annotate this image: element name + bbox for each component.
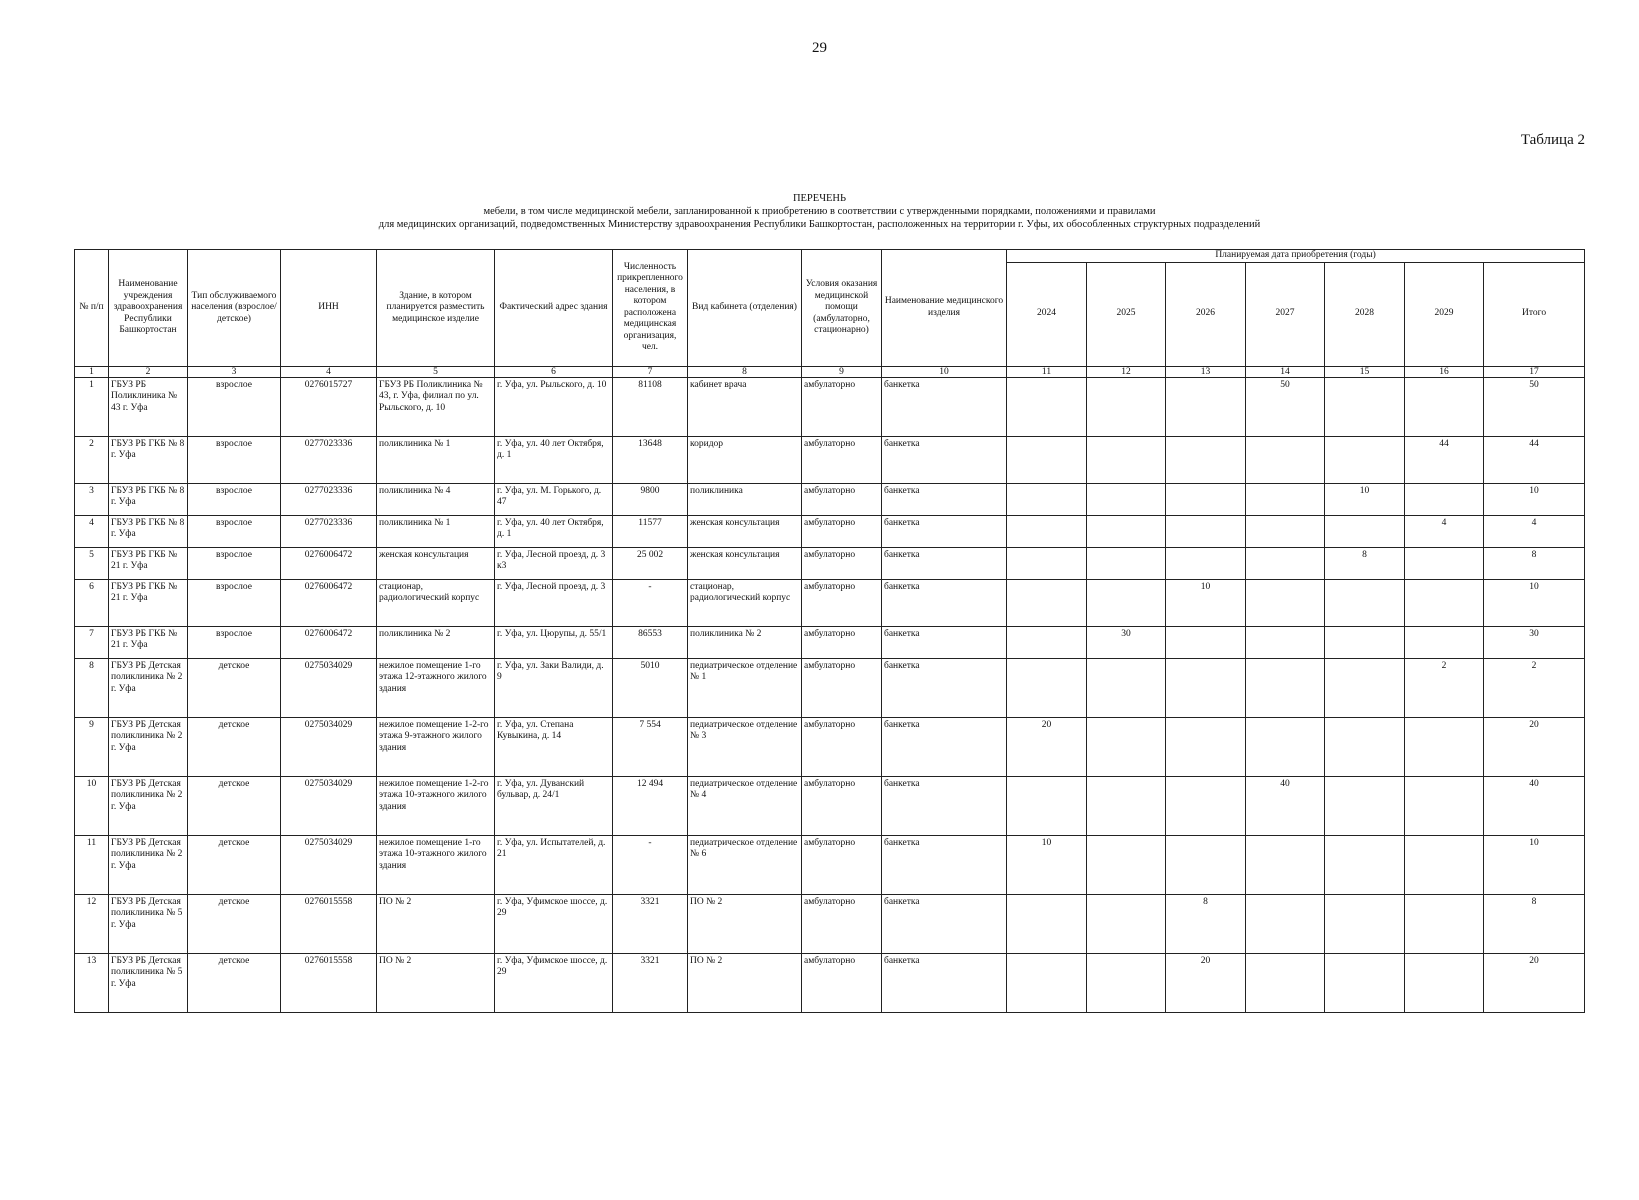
inn-cell: 0275034029 bbox=[281, 776, 377, 835]
population-type-cell: детское bbox=[188, 776, 281, 835]
year-2027-cell bbox=[1246, 547, 1325, 579]
year-2028-cell bbox=[1325, 436, 1405, 483]
year-2029-cell bbox=[1405, 483, 1484, 515]
address-cell: г. Уфа, ул. Заки Валиди, д. 9 bbox=[495, 658, 613, 717]
year-2026-cell bbox=[1166, 776, 1246, 835]
header-population-type: Тип обслуживаемого населения (взрослое/детское) bbox=[188, 250, 281, 367]
device-cell: банкетка bbox=[882, 835, 1007, 894]
year-2024-cell: 10 bbox=[1007, 835, 1087, 894]
conditions-cell: амбулаторно bbox=[802, 776, 882, 835]
year-2029-cell: 2 bbox=[1405, 658, 1484, 717]
column-number: 12 bbox=[1087, 366, 1166, 377]
year-2026-cell: 8 bbox=[1166, 894, 1246, 953]
header-total: Итого bbox=[1484, 262, 1585, 366]
total-cell: 40 bbox=[1484, 776, 1585, 835]
year-2024-cell bbox=[1007, 436, 1087, 483]
year-2029-cell bbox=[1405, 776, 1484, 835]
conditions-cell: амбулаторно bbox=[802, 515, 882, 547]
column-number: 7 bbox=[613, 366, 688, 377]
year-2026-cell bbox=[1166, 436, 1246, 483]
device-cell: банкетка bbox=[882, 436, 1007, 483]
row-number: 12 bbox=[75, 894, 109, 953]
year-2029-cell bbox=[1405, 579, 1484, 626]
year-2025-cell bbox=[1087, 436, 1166, 483]
population-type-cell: взрослое bbox=[188, 626, 281, 658]
total-cell: 10 bbox=[1484, 579, 1585, 626]
address-cell: г. Уфа, Лесной проезд, д. 3 к3 bbox=[495, 547, 613, 579]
year-2026-cell bbox=[1166, 626, 1246, 658]
header-year-2027: 2027 bbox=[1246, 262, 1325, 366]
conditions-cell: амбулаторно bbox=[802, 436, 882, 483]
year-2025-cell bbox=[1087, 953, 1166, 1012]
address-cell: г. Уфа, ул. Дуванский бульвар, д. 24/1 bbox=[495, 776, 613, 835]
year-2029-cell bbox=[1405, 953, 1484, 1012]
year-2024-cell bbox=[1007, 515, 1087, 547]
address-cell: г. Уфа, ул. Испытателей, д. 21 bbox=[495, 835, 613, 894]
row-number: 10 bbox=[75, 776, 109, 835]
document-title bbox=[0, 192, 1639, 231]
inn-cell: 0277023336 bbox=[281, 483, 377, 515]
building-cell: ПО № 2 bbox=[377, 894, 495, 953]
row-number: 9 bbox=[75, 717, 109, 776]
year-2024-cell bbox=[1007, 377, 1087, 436]
year-2028-cell bbox=[1325, 377, 1405, 436]
inn-cell: 0277023336 bbox=[281, 515, 377, 547]
conditions-cell: амбулаторно bbox=[802, 579, 882, 626]
population-type-cell: детское bbox=[188, 894, 281, 953]
device-cell: банкетка bbox=[882, 547, 1007, 579]
cabinet-cell: педиатрическое отделение № 1 bbox=[688, 658, 802, 717]
table-row bbox=[75, 547, 1585, 579]
total-cell: 20 bbox=[1484, 717, 1585, 776]
title-heading: ПЕРЕЧЕНЬ bbox=[792, 193, 847, 204]
header-year-2024: 2024 bbox=[1007, 262, 1087, 366]
institution-cell: ГБУЗ РБ Детская поликлиника № 5 г. Уфа bbox=[109, 953, 188, 1012]
column-number: 14 bbox=[1246, 366, 1325, 377]
year-2029-cell: 44 bbox=[1405, 436, 1484, 483]
year-2025-cell bbox=[1087, 658, 1166, 717]
attached-population-cell: 11577 bbox=[613, 515, 688, 547]
column-numbers-row bbox=[75, 366, 1585, 377]
device-cell: банкетка bbox=[882, 377, 1007, 436]
address-cell: г. Уфа, Лесной проезд, д. 3 bbox=[495, 579, 613, 626]
year-2025-cell bbox=[1087, 717, 1166, 776]
header-conditions: Условия оказания медицинской помощи (амбулаторно, стационарно) bbox=[802, 250, 882, 367]
device-cell: банкетка bbox=[882, 658, 1007, 717]
device-cell: банкетка bbox=[882, 953, 1007, 1012]
population-type-cell: взрослое bbox=[188, 436, 281, 483]
table-row bbox=[75, 436, 1585, 483]
year-2026-cell bbox=[1166, 515, 1246, 547]
total-cell: 10 bbox=[1484, 483, 1585, 515]
cabinet-cell: поликлиника bbox=[688, 483, 802, 515]
column-number: 10 bbox=[882, 366, 1007, 377]
cabinet-cell: педиатрическое отделение № 3 bbox=[688, 717, 802, 776]
table-row bbox=[75, 626, 1585, 658]
cabinet-cell: педиатрическое отделение № 6 bbox=[688, 835, 802, 894]
conditions-cell: амбулаторно bbox=[802, 658, 882, 717]
total-cell: 8 bbox=[1484, 547, 1585, 579]
table-row bbox=[75, 776, 1585, 835]
conditions-cell: амбулаторно bbox=[802, 377, 882, 436]
year-2025-cell bbox=[1087, 579, 1166, 626]
year-2028-cell bbox=[1325, 658, 1405, 717]
year-2025-cell bbox=[1087, 483, 1166, 515]
header-address: Фактический адрес здания bbox=[495, 250, 613, 367]
device-cell: банкетка bbox=[882, 626, 1007, 658]
population-type-cell: детское bbox=[188, 953, 281, 1012]
header-cabinet: Вид кабинета (отделения) bbox=[688, 250, 802, 367]
device-cell: банкетка bbox=[882, 894, 1007, 953]
device-cell: банкетка bbox=[882, 776, 1007, 835]
year-2025-cell bbox=[1087, 377, 1166, 436]
header-building: Здание, в котором планируется разместить медицинское изделие bbox=[377, 250, 495, 367]
institution-cell: ГБУЗ РБ Поликлиника № 43 г. Уфа bbox=[109, 377, 188, 436]
header-attached-population: Численность прикрепленного населения, в котором расположена медицинская организация, чел. bbox=[613, 250, 688, 367]
header-institution: Наименование учреждения здравоохранения Республики Башкортостан bbox=[109, 250, 188, 367]
conditions-cell: амбулаторно bbox=[802, 953, 882, 1012]
year-2027-cell bbox=[1246, 483, 1325, 515]
institution-cell: ГБУЗ РБ Детская поликлиника № 2 г. Уфа bbox=[109, 835, 188, 894]
building-cell: поликлиника № 4 bbox=[377, 483, 495, 515]
address-cell: г. Уфа, ул. М. Горького, д. 47 bbox=[495, 483, 613, 515]
column-number: 8 bbox=[688, 366, 802, 377]
inn-cell: 0276015558 bbox=[281, 894, 377, 953]
column-number: 3 bbox=[188, 366, 281, 377]
building-cell: женская консультация bbox=[377, 547, 495, 579]
inn-cell: 0276006472 bbox=[281, 579, 377, 626]
table-label: Таблица 2 bbox=[1520, 132, 1585, 148]
column-number: 9 bbox=[802, 366, 882, 377]
year-2024-cell bbox=[1007, 483, 1087, 515]
year-2029-cell bbox=[1405, 894, 1484, 953]
year-2028-cell bbox=[1325, 626, 1405, 658]
total-cell: 20 bbox=[1484, 953, 1585, 1012]
cabinet-cell: кабинет врача bbox=[688, 377, 802, 436]
table-row bbox=[75, 894, 1585, 953]
cabinet-cell: стационар, радиологический корпус bbox=[688, 579, 802, 626]
institution-cell: ГБУЗ РБ ГКБ № 8 г. Уфа bbox=[109, 483, 188, 515]
year-2024-cell bbox=[1007, 626, 1087, 658]
year-2027-cell bbox=[1246, 579, 1325, 626]
total-cell: 44 bbox=[1484, 436, 1585, 483]
table-row bbox=[75, 377, 1585, 436]
table-row bbox=[75, 717, 1585, 776]
address-cell: г. Уфа, ул. Рыльского, д. 10 bbox=[495, 377, 613, 436]
population-type-cell: взрослое bbox=[188, 483, 281, 515]
year-2029-cell bbox=[1405, 835, 1484, 894]
population-type-cell: взрослое bbox=[188, 579, 281, 626]
attached-population-cell: 3321 bbox=[613, 953, 688, 1012]
institution-cell: ГБУЗ РБ ГКБ № 21 г. Уфа bbox=[109, 626, 188, 658]
page-number: 29 bbox=[812, 40, 827, 56]
table-row bbox=[75, 515, 1585, 547]
year-2028-cell bbox=[1325, 835, 1405, 894]
total-cell: 2 bbox=[1484, 658, 1585, 717]
total-cell: 30 bbox=[1484, 626, 1585, 658]
address-cell: г. Уфа, ул. 40 лет Октября, д. 1 bbox=[495, 515, 613, 547]
device-cell: банкетка bbox=[882, 483, 1007, 515]
attached-population-cell: - bbox=[613, 579, 688, 626]
year-2027-cell bbox=[1246, 953, 1325, 1012]
inn-cell: 0277023336 bbox=[281, 436, 377, 483]
year-2027-cell bbox=[1246, 717, 1325, 776]
building-cell: нежилое помещение 1-го этажа 10-этажного жилого здания bbox=[377, 835, 495, 894]
institution-cell: ГБУЗ РБ ГКБ № 21 г. Уфа bbox=[109, 547, 188, 579]
population-type-cell: детское bbox=[188, 717, 281, 776]
inn-cell: 0276006472 bbox=[281, 626, 377, 658]
attached-population-cell: 7 554 bbox=[613, 717, 688, 776]
year-2027-cell bbox=[1246, 626, 1325, 658]
year-2027-cell bbox=[1246, 515, 1325, 547]
year-2026-cell bbox=[1166, 835, 1246, 894]
institution-cell: ГБУЗ РБ Детская поликлиника № 5 г. Уфа bbox=[109, 894, 188, 953]
building-cell: поликлиника № 2 bbox=[377, 626, 495, 658]
year-2024-cell bbox=[1007, 953, 1087, 1012]
year-2024-cell bbox=[1007, 658, 1087, 717]
year-2024-cell bbox=[1007, 776, 1087, 835]
building-cell: нежилое помещение 1-го этажа 12-этажного жилого здания bbox=[377, 658, 495, 717]
institution-cell: ГБУЗ РБ Детская поликлиника № 2 г. Уфа bbox=[109, 717, 188, 776]
row-number: 7 bbox=[75, 626, 109, 658]
total-cell: 8 bbox=[1484, 894, 1585, 953]
column-number: 4 bbox=[281, 366, 377, 377]
population-type-cell: детское bbox=[188, 835, 281, 894]
year-2028-cell bbox=[1325, 776, 1405, 835]
table-row bbox=[75, 483, 1585, 515]
column-number: 2 bbox=[109, 366, 188, 377]
building-cell: поликлиника № 1 bbox=[377, 515, 495, 547]
title-line-2: для медицинских организаций, подведомственных Министерству здравоохранения Республики Башкортостан, расположенных на территории г. Уфы, их обособленных структурных подразделений bbox=[378, 219, 1261, 230]
building-cell: ПО № 2 bbox=[377, 953, 495, 1012]
row-number: 8 bbox=[75, 658, 109, 717]
table-row bbox=[75, 953, 1585, 1012]
year-2028-cell bbox=[1325, 515, 1405, 547]
column-number: 6 bbox=[495, 366, 613, 377]
attached-population-cell: 5010 bbox=[613, 658, 688, 717]
year-2025-cell bbox=[1087, 894, 1166, 953]
total-cell: 10 bbox=[1484, 835, 1585, 894]
header-num: № п/п bbox=[75, 250, 109, 367]
inn-cell: 0276015558 bbox=[281, 953, 377, 1012]
year-2028-cell bbox=[1325, 953, 1405, 1012]
year-2026-cell: 20 bbox=[1166, 953, 1246, 1012]
device-cell: банкетка bbox=[882, 579, 1007, 626]
conditions-cell: амбулаторно bbox=[802, 547, 882, 579]
year-2025-cell: 30 bbox=[1087, 626, 1166, 658]
cabinet-cell: коридор bbox=[688, 436, 802, 483]
year-2027-cell bbox=[1246, 436, 1325, 483]
institution-cell: ГБУЗ РБ Детская поликлиника № 2 г. Уфа bbox=[109, 776, 188, 835]
cabinet-cell: ПО № 2 bbox=[688, 953, 802, 1012]
column-number: 13 bbox=[1166, 366, 1246, 377]
total-cell: 50 bbox=[1484, 377, 1585, 436]
year-2028-cell bbox=[1325, 717, 1405, 776]
year-2025-cell bbox=[1087, 547, 1166, 579]
table-row bbox=[75, 835, 1585, 894]
building-cell: поликлиника № 1 bbox=[377, 436, 495, 483]
column-number: 5 bbox=[377, 366, 495, 377]
column-number: 1 bbox=[75, 366, 109, 377]
conditions-cell: амбулаторно bbox=[802, 894, 882, 953]
conditions-cell: амбулаторно bbox=[802, 835, 882, 894]
row-number: 13 bbox=[75, 953, 109, 1012]
year-2029-cell bbox=[1405, 547, 1484, 579]
header-planned: Планируемая дата приобретения (годы) bbox=[1007, 250, 1585, 263]
header-device: Наименование медицинского изделия bbox=[882, 250, 1007, 367]
row-number: 1 bbox=[75, 377, 109, 436]
year-2024-cell bbox=[1007, 547, 1087, 579]
year-2027-cell: 40 bbox=[1246, 776, 1325, 835]
year-2029-cell bbox=[1405, 717, 1484, 776]
year-2024-cell bbox=[1007, 894, 1087, 953]
year-2024-cell bbox=[1007, 579, 1087, 626]
column-number: 16 bbox=[1405, 366, 1484, 377]
year-2025-cell bbox=[1087, 515, 1166, 547]
population-type-cell: взрослое bbox=[188, 515, 281, 547]
row-number: 3 bbox=[75, 483, 109, 515]
year-2028-cell bbox=[1325, 894, 1405, 953]
header-year-2028: 2028 bbox=[1325, 262, 1405, 366]
inn-cell: 0275034029 bbox=[281, 835, 377, 894]
institution-cell: ГБУЗ РБ ГКБ № 21 г. Уфа bbox=[109, 579, 188, 626]
population-type-cell: взрослое bbox=[188, 377, 281, 436]
building-cell: стационар, радиологический корпус bbox=[377, 579, 495, 626]
year-2026-cell bbox=[1166, 717, 1246, 776]
institution-cell: ГБУЗ РБ ГКБ № 8 г. Уфа bbox=[109, 515, 188, 547]
year-2026-cell: 10 bbox=[1166, 579, 1246, 626]
year-2028-cell: 10 bbox=[1325, 483, 1405, 515]
device-cell: банкетка bbox=[882, 515, 1007, 547]
furniture-table bbox=[74, 249, 1585, 1013]
cabinet-cell: ПО № 2 bbox=[688, 894, 802, 953]
year-2029-cell bbox=[1405, 377, 1484, 436]
institution-cell: ГБУЗ РБ ГКБ № 8 г. Уфа bbox=[109, 436, 188, 483]
conditions-cell: амбулаторно bbox=[802, 483, 882, 515]
inn-cell: 0276006472 bbox=[281, 547, 377, 579]
inn-cell: 0275034029 bbox=[281, 717, 377, 776]
cabinet-cell: поликлиника № 2 bbox=[688, 626, 802, 658]
year-2026-cell bbox=[1166, 377, 1246, 436]
title-line-1: мебели, в том числе медицинской мебели, запланированной к приобретению в соответствии с утвержденными порядками, положениями и правилами bbox=[483, 206, 1156, 217]
conditions-cell: амбулаторно bbox=[802, 717, 882, 776]
year-2029-cell bbox=[1405, 626, 1484, 658]
building-cell: нежилое помещение 1-2-го этажа 10-этажного жилого здания bbox=[377, 776, 495, 835]
attached-population-cell: - bbox=[613, 835, 688, 894]
year-2027-cell: 50 bbox=[1246, 377, 1325, 436]
attached-population-cell: 12 494 bbox=[613, 776, 688, 835]
address-cell: г. Уфа, ул. Цюрупы, д. 55/1 bbox=[495, 626, 613, 658]
year-2028-cell: 8 bbox=[1325, 547, 1405, 579]
year-2026-cell bbox=[1166, 483, 1246, 515]
row-number: 6 bbox=[75, 579, 109, 626]
cabinet-cell: женская консультация bbox=[688, 547, 802, 579]
header-year-2029: 2029 bbox=[1405, 262, 1484, 366]
year-2027-cell bbox=[1246, 835, 1325, 894]
table-row bbox=[75, 579, 1585, 626]
address-cell: г. Уфа, ул. Степана Кувыкина, д. 14 bbox=[495, 717, 613, 776]
header-year-2026: 2026 bbox=[1166, 262, 1246, 366]
institution-cell: ГБУЗ РБ Детская поликлиника № 2 г. Уфа bbox=[109, 658, 188, 717]
attached-population-cell: 25 002 bbox=[613, 547, 688, 579]
table-body bbox=[75, 377, 1585, 1012]
header-inn: ИНН bbox=[281, 250, 377, 367]
building-cell: ГБУЗ РБ Поликлиника № 43, г. Уфа, филиал по ул. Рыльского, д. 10 bbox=[377, 377, 495, 436]
conditions-cell: амбулаторно bbox=[802, 626, 882, 658]
attached-population-cell: 81108 bbox=[613, 377, 688, 436]
population-type-cell: детское bbox=[188, 658, 281, 717]
year-2025-cell bbox=[1087, 776, 1166, 835]
row-number: 4 bbox=[75, 515, 109, 547]
attached-population-cell: 86553 bbox=[613, 626, 688, 658]
cabinet-cell: педиатрическое отделение № 4 bbox=[688, 776, 802, 835]
year-2029-cell: 4 bbox=[1405, 515, 1484, 547]
column-number: 17 bbox=[1484, 366, 1585, 377]
year-2026-cell bbox=[1166, 547, 1246, 579]
building-cell: нежилое помещение 1-2-го этажа 9-этажного жилого здания bbox=[377, 717, 495, 776]
year-2027-cell bbox=[1246, 894, 1325, 953]
attached-population-cell: 9800 bbox=[613, 483, 688, 515]
attached-population-cell: 13648 bbox=[613, 436, 688, 483]
row-number: 11 bbox=[75, 835, 109, 894]
year-2024-cell: 20 bbox=[1007, 717, 1087, 776]
year-2027-cell bbox=[1246, 658, 1325, 717]
year-2025-cell bbox=[1087, 835, 1166, 894]
table-row bbox=[75, 658, 1585, 717]
year-2026-cell bbox=[1166, 658, 1246, 717]
column-number: 15 bbox=[1325, 366, 1405, 377]
column-number: 11 bbox=[1007, 366, 1087, 377]
address-cell: г. Уфа, Уфимское шоссе, д. 29 bbox=[495, 894, 613, 953]
header-year-2025: 2025 bbox=[1087, 262, 1166, 366]
row-number: 2 bbox=[75, 436, 109, 483]
row-number: 5 bbox=[75, 547, 109, 579]
inn-cell: 0275034029 bbox=[281, 658, 377, 717]
cabinet-cell: женская консультация bbox=[688, 515, 802, 547]
device-cell: банкетка bbox=[882, 717, 1007, 776]
year-2028-cell bbox=[1325, 579, 1405, 626]
address-cell: г. Уфа, ул. 40 лет Октября, д. 1 bbox=[495, 436, 613, 483]
inn-cell: 0276015727 bbox=[281, 377, 377, 436]
attached-population-cell: 3321 bbox=[613, 894, 688, 953]
population-type-cell: взрослое bbox=[188, 547, 281, 579]
total-cell: 4 bbox=[1484, 515, 1585, 547]
address-cell: г. Уфа, Уфимское шоссе, д. 29 bbox=[495, 953, 613, 1012]
